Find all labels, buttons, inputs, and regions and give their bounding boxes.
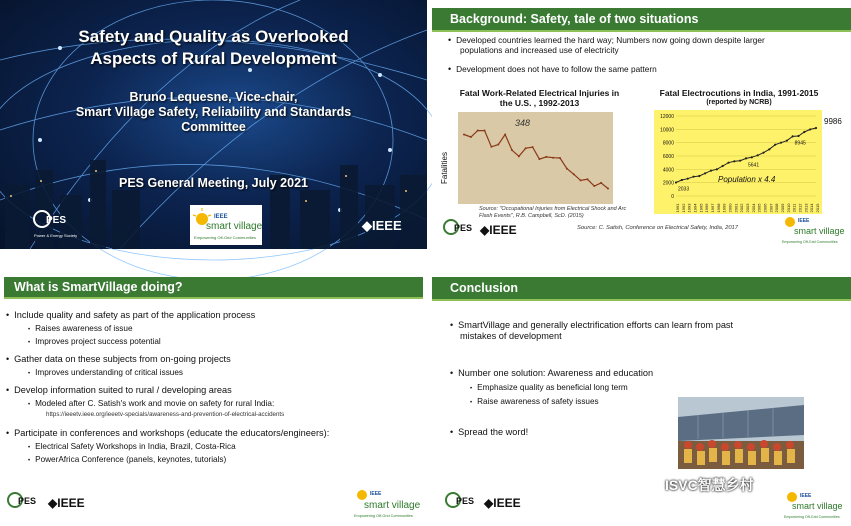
chart1-point [470, 136, 472, 138]
chart1-plot-area [458, 112, 613, 204]
chart1-title: Fatal Work-Related Electrical Injuries in the U.S. , 1992-2013 [459, 88, 620, 108]
chart1-point [586, 178, 588, 180]
chart2-xtick-label: 1995 [698, 203, 704, 213]
chart1-point [525, 147, 527, 149]
sv-ieee-text: IEEE [800, 493, 812, 499]
chart2-xtick-label: 1998 [715, 203, 721, 213]
chart1-point [511, 149, 513, 151]
sub-bullet-item: • Modeled after C. Satish's work and movie on safety for rural India: [28, 399, 275, 408]
header-divider [4, 297, 423, 299]
slide-header: Conclusion [432, 277, 851, 299]
bullet-item: • Development does not have to follow the same pattern [448, 64, 657, 74]
chart2-point [704, 172, 706, 174]
chart1-point [600, 182, 602, 184]
chart2-xtick-label: 1992 [680, 203, 686, 213]
sv-ieee-text: IEEE [214, 214, 228, 220]
chart1-point [545, 156, 547, 158]
chart2-xtick-label: 2010 [785, 203, 791, 213]
bullet-item: • Number one solution: Awareness and education [450, 368, 654, 378]
sv-ieee-text: IEEE [798, 218, 810, 224]
chart1-point [532, 146, 534, 148]
sv-ieee-text: IEEE [370, 491, 382, 497]
chart2-point [780, 142, 782, 144]
chart2-point [675, 181, 677, 183]
chart2-xtick-label: 2007 [768, 203, 774, 213]
chart2-title: Fatal Electrocutions in India, 1991-2015 (reported by NCRB) [659, 88, 819, 106]
presentation-title: Safety and Quality as Overlooked Aspects of Rural Development [78, 27, 349, 68]
chart2-data-label: 8945 [794, 140, 806, 147]
chart2-point [727, 162, 729, 164]
slide-header: What is SmartVillage doing? [4, 277, 423, 297]
url-link[interactable]: https://ieeetv.ieee.org/ieeetv-specials/awareness-and-prevention-of-electrical-accidents [46, 411, 285, 418]
pes-logo-text: PES [46, 215, 67, 226]
smart-village-logo [352, 485, 424, 526]
chart2-point [815, 127, 817, 129]
chart2-point [698, 175, 700, 177]
sv-tagline: Empowering Off-Grid Communities [784, 515, 840, 519]
chart2-xtick-label: 2014 [809, 203, 815, 213]
chart2-xtick-label: 2005 [756, 203, 762, 213]
chart2-point [692, 176, 694, 178]
chart2-xtick-label: 2011 [791, 203, 797, 213]
chart1-point [484, 130, 486, 132]
sv-tagline: Empowering Off-Grid Communities [782, 240, 838, 244]
header-divider [432, 299, 851, 301]
chart2-point [792, 135, 794, 137]
pes-logo [6, 489, 44, 522]
sv-tagline: Empowering Off-Grid Communities [354, 514, 413, 518]
ieee-logo: ◆IEEE [48, 496, 85, 510]
chart1-point [607, 188, 609, 190]
bullet-item: • Include quality and safety as part of the application process [6, 310, 256, 320]
village-group-photo [678, 397, 804, 469]
chart1-point [463, 133, 465, 135]
chart2-point [710, 170, 712, 172]
slide-header: Background: Safety, tale of two situations [432, 8, 851, 30]
chart2-xtick-label: 1996 [704, 203, 710, 213]
chart2-xtick-label: 2000 [727, 203, 733, 213]
chart1-us-fatalities [440, 110, 620, 210]
chart2-end-label: 9986 [824, 117, 842, 126]
pes-logo [32, 207, 78, 239]
chart1-point [477, 130, 479, 132]
chart2-ytick-label: 6000 [662, 154, 674, 160]
chart2-point [739, 160, 741, 162]
chart1-point [518, 155, 520, 157]
chart2-point [762, 152, 764, 154]
ieee-logo: ◆IEEE [480, 223, 517, 237]
smart-village-logo [190, 205, 262, 245]
sub-bullet-item: • Raises awareness of issue [28, 324, 133, 333]
chart2-point [803, 131, 805, 133]
chart2-data-label: 5641 [748, 162, 760, 169]
chart2-point [774, 144, 776, 146]
chart2-ytick-label: 4000 [662, 167, 674, 174]
chart2-point [733, 160, 735, 162]
chart2-xtick-label: 2006 [762, 203, 768, 213]
chart2-point [757, 154, 759, 156]
sv-brand-text: smart village [792, 501, 843, 511]
chart2-point [722, 165, 724, 167]
meeting-name: PES General Meeting, July 2021 [119, 176, 308, 190]
author-info: Bruno Lequesne, Vice-chair, Smart Village Safety, Reliability and Standards Committee [75, 90, 352, 134]
chart2-india-electrocutions [654, 110, 849, 214]
chart2-xtick-label: 2004 [750, 203, 756, 213]
chart2-point [681, 179, 683, 181]
pes-logo-text: PES [18, 496, 37, 506]
sv-brand-text: smart village [794, 226, 845, 236]
chart2-xtick-label: 1994 [692, 203, 698, 213]
chart1-point [559, 157, 561, 159]
slide-smartvillage-doing [0, 277, 427, 523]
pes-logo-text: PES [454, 223, 473, 233]
chart2-ytick-label: 8000 [662, 140, 674, 147]
slide-conclusion [432, 277, 851, 523]
chart2-source: Source: C. Satish, Conference on Electrical Safety, India, 2017 [577, 225, 739, 231]
chart2-point [809, 128, 811, 130]
chart2-xtick-label: 1999 [721, 203, 727, 213]
chart2-xtick-label: 1997 [710, 203, 715, 213]
sub-bullet-item: • Raise awareness of safety issues [470, 397, 599, 406]
chart2-ytick-label: 12000 [660, 114, 674, 120]
chart2-point [797, 135, 799, 137]
chart2-point [768, 148, 770, 150]
bullet-item: • SmartVillage and generally electrification efforts can learn from past mistakes of development [450, 320, 734, 341]
sv-tagline: Empowering Off-Grid Communities [194, 235, 256, 240]
sub-bullet-item: • PowerAfrica Conference (panels, keynotes, tutorials) [28, 455, 227, 464]
chart2-xtick-label: 2008 [774, 203, 780, 213]
chart2-xtick-label: 2002 [739, 203, 745, 213]
chart2-point [751, 156, 753, 158]
chart1-point [552, 157, 554, 159]
chart2-xtick-label: 2009 [780, 203, 785, 213]
chart1-point [490, 146, 492, 148]
bullet-item: • Develop information suited to rural / developing areas [6, 385, 232, 395]
bullet-item: • Gather data on these subjects from on-going projects [6, 354, 231, 364]
header-divider [432, 30, 851, 32]
ieee-logo: ◆IEEE [484, 496, 521, 510]
chart2-point [716, 168, 718, 170]
chart1-ylabel: Fatalities [440, 151, 449, 184]
chart2-plot-area [654, 110, 822, 214]
chart2-ytick-label: 0 [671, 194, 674, 200]
chart2-xtick-label: 2013 [803, 203, 809, 213]
chart2-point [687, 178, 689, 180]
slide-title [0, 0, 427, 249]
sub-bullet-item: • Improves understanding of critical issues [28, 368, 184, 377]
chart2-annotation: Population x 4.4 [718, 175, 776, 184]
chart1-point [566, 168, 568, 170]
chart2-xtick-label: 2012 [797, 203, 803, 213]
sub-bullet-item: • Improves project success potential [28, 337, 161, 346]
chart1-point [573, 173, 575, 175]
chart1-point [504, 133, 506, 135]
pes-tagline: Power & Energy Society [34, 233, 78, 238]
bullet-item: • Developed countries learned the hard way; Numbers now going down despite larger populations and increased use of electricity [448, 35, 765, 55]
chart1-peak-label: 348 [515, 118, 531, 128]
chart2-data-label: 2033 [678, 186, 690, 193]
chart1-point [497, 144, 499, 146]
sv-brand-text: smart village [364, 500, 421, 511]
smart-village-logo [782, 487, 850, 526]
pes-logo [444, 489, 482, 522]
chart2-ytick-label: 10000 [660, 127, 674, 134]
chart2-xtick-label: 2003 [745, 203, 750, 213]
pes-logo-text: PES [456, 496, 475, 506]
ieee-logo: ◆IEEE [362, 218, 402, 233]
slide-background [432, 0, 851, 249]
sv-brand-text: smart village [206, 221, 263, 232]
chart1-point [580, 179, 582, 181]
chart2-point [786, 140, 788, 142]
sub-bullet-item: • Emphasize quality as beneficial long term [470, 383, 628, 392]
chart1-source: Source: "Occupational Injuries from Electrical Shock and Arc Flash Events", R.B. Campbell, ScD. (2015) [479, 206, 627, 219]
sub-bullet-item: • Electrical Safety Workshops in India, Brazil, Costa-Rica [28, 442, 236, 451]
chart2-xtick-label: 2001 [733, 203, 739, 213]
bullet-item: • Participate in conferences and workshops (educate the educators/engineers): [6, 428, 330, 438]
chart2-xtick-label: 1991 [675, 203, 680, 213]
chart1-point [538, 158, 540, 160]
bullet-item: • Spread the word! [450, 427, 529, 437]
chart2-point [745, 157, 747, 159]
chart2-ytick-label: 2000 [662, 180, 674, 187]
chart1-point [593, 185, 595, 187]
chart2-xtick-label: 1993 [686, 203, 692, 213]
chart2-xtick-label: 2015 [815, 203, 820, 213]
watermark: ISVC智慧乡村 [665, 477, 754, 493]
